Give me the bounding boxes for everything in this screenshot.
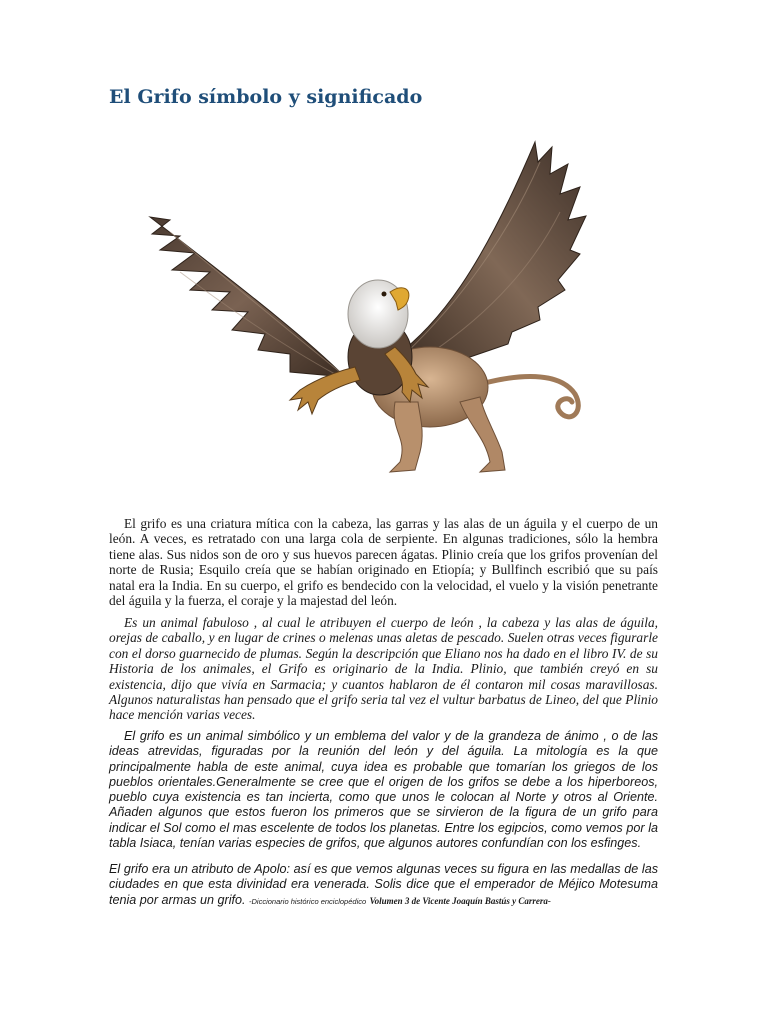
citation-source: -Diccionario histórico enciclopédico xyxy=(249,896,367,906)
paragraph-apollo xyxy=(109,862,658,909)
paragraph-symbolic-animal: El grifo es un animal simbólico y un emblema del valor y de la grandeza de ánimo , o de las ideas atrevidas, figuradas por la reunión del león y del águila. La mitología es la que principalmente habla de este animal, cuya idea es probable que tomarían los griegos de los pueblos orientales.Generalmente se cree que el origen de los grifos se debe a los hiperboreos, pueblo cuya existencia es tan incierta, como que unos le colocan al Norte y otros al Oriente. Añaden algunos que estos fueron los primeros que se sirvieron de la figura de un grifo para indicar el Sol como el mas escelente de todos los planetas. Entre los egipcios, como vemos por la tabla Isiaca, tenían varias especies de grifos, que algunos autores confundían con los esfinges. xyxy=(109,729,658,851)
citation-volume: Volumen 3 de Vicente Joaquín Bastús y Carrera- xyxy=(369,895,551,906)
griffin-illustration xyxy=(140,132,600,482)
page-title: El Grifo símbolo y significado xyxy=(109,86,423,108)
paragraph-apollo-text: El grifo era un atributo de Apolo: así es que vemos algunas veces su figura en las medallas de las ciudades en que esta divinidad era venerada. Solis dice que el emperador de Méjico Motesuma tenia por armas un grifo. xyxy=(109,862,658,907)
paragraph-fabulous-animal: Es un animal fabuloso , al cual le atribuyen el cuerpo de león , la cabeza y las alas de águila, orejas de caballo, y en lugar de crines o melenas unas aletas de pescado. Suelen otras veces figurarle con el dorso guarnecido de plumas. Según la descripción que Eliano nos ha dado en el libro IV. de su Historia de los animales, el Grifo es originario de la India. Plinio, que también creyó en su existencia, dijo que vivía en Sarmacia; y cuantos hablaron de él contaron mil cosas maravillosas. Algunos naturalistas han pensado que el grifo seria tal vez el vultur barbatus de Lineo, del que Plinio hace mención varias veces. xyxy=(109,615,658,723)
paragraph-intro: El grifo es una criatura mítica con la cabeza, las garras y las alas de un águila y el cuerpo de un león. A veces, es retratado con una larga cola de serpiente. En algunas tradiciones, sólo la hembra tiene alas. Sus nidos son de oro y sus huevos parecen ágatas. Plinio creía que los grifos provenían del norte de Rusia; Esquilo creía que se habían originado en Etiopía; y Bullfinch escribió que su país natal era la India. En su cuerpo, el grifo es bendecido con la velocidad, el vuelo y la visión penetrante del águila y la fuerza, el coraje y la majestad del león. xyxy=(109,516,658,609)
